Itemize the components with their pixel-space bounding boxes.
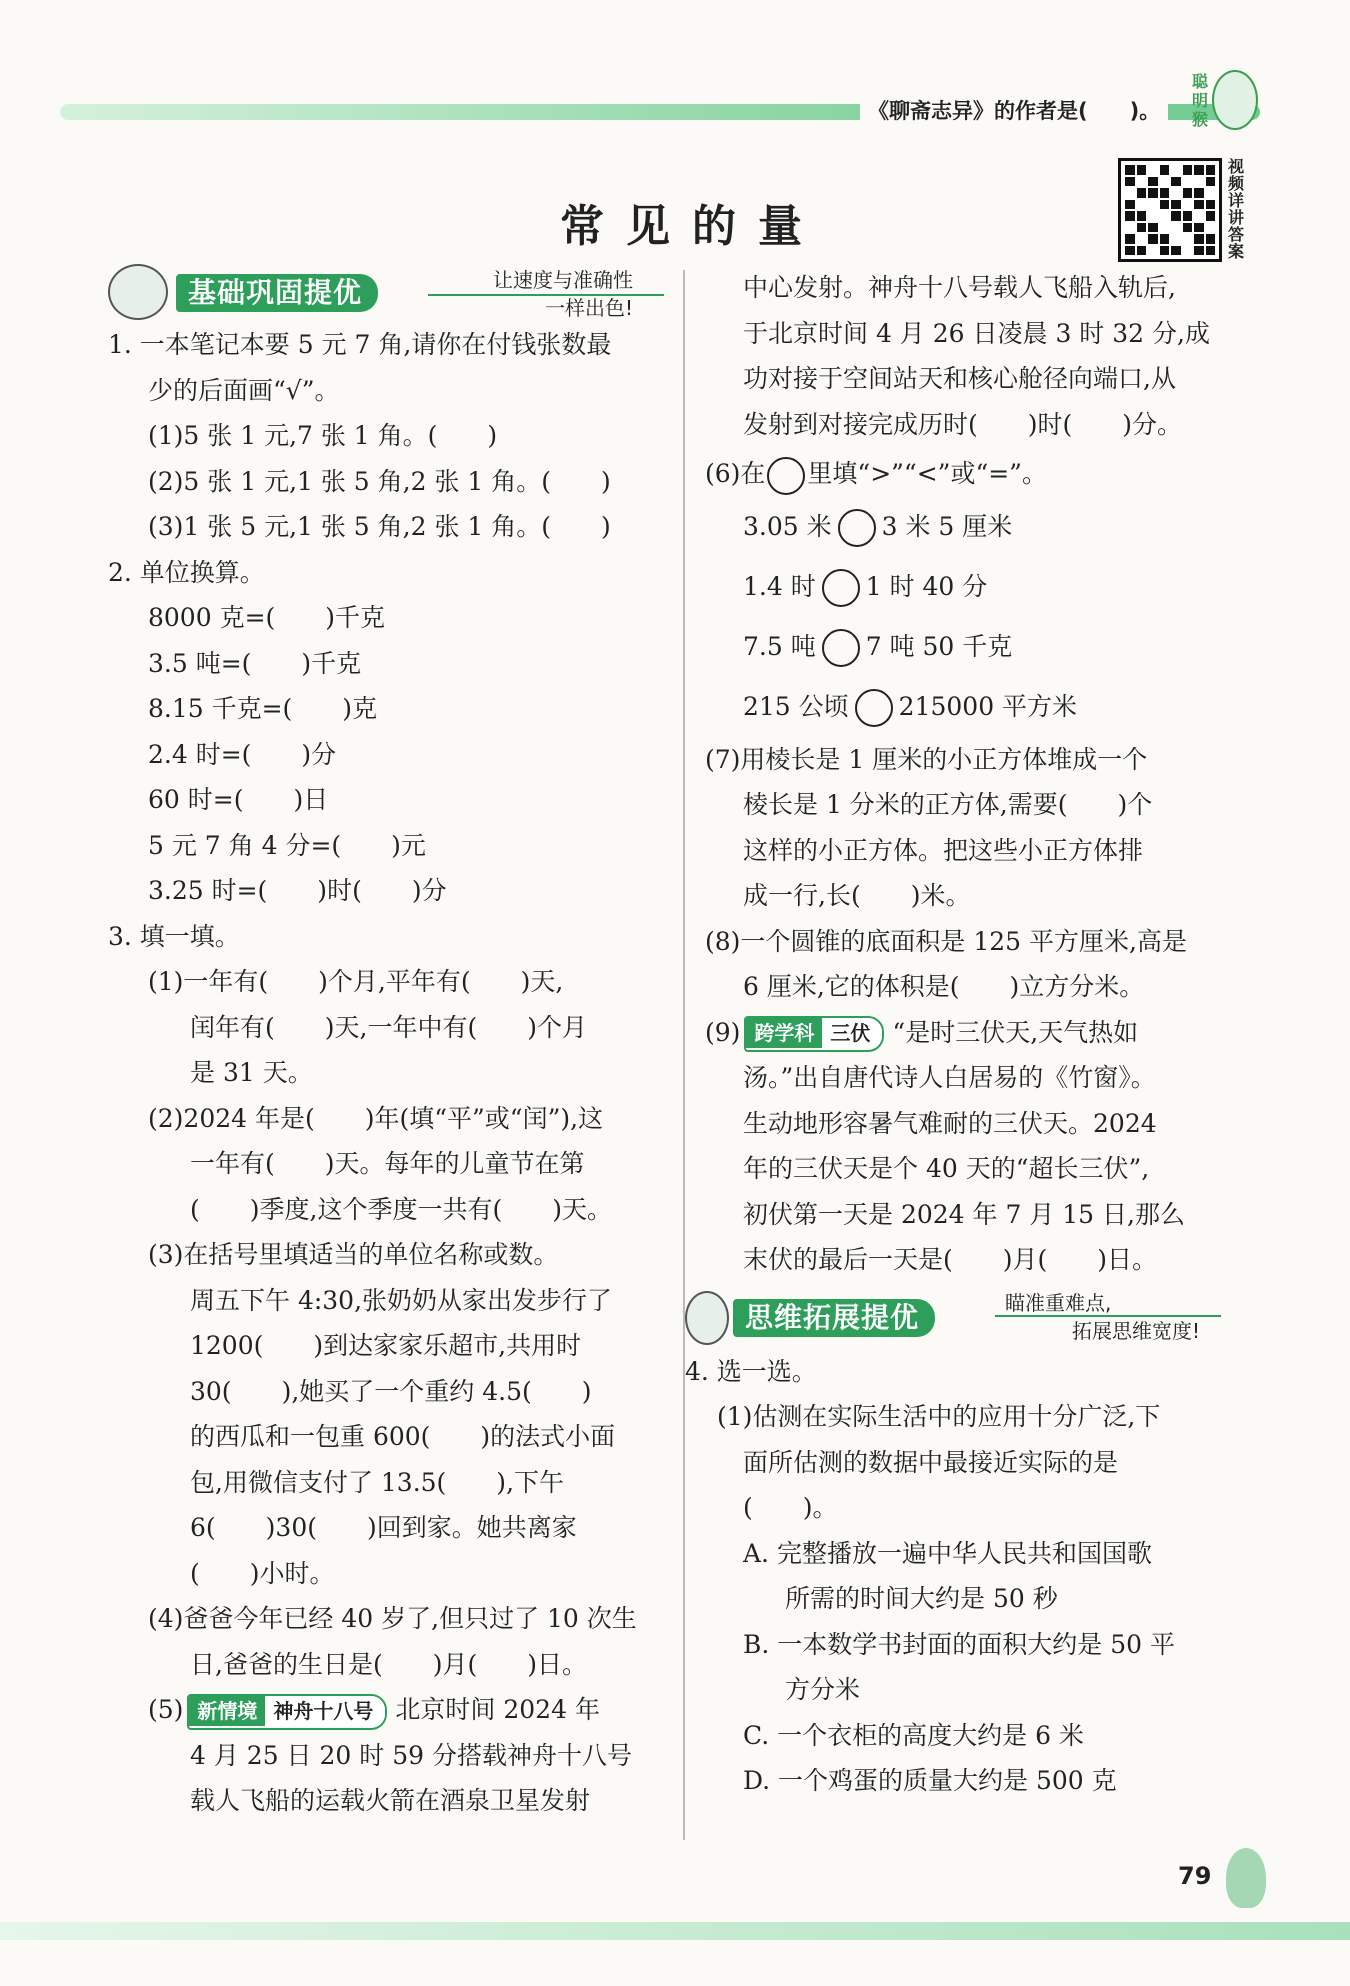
option-c: C. 一个衣柜的高度大约是 6 米 (743, 1720, 1084, 1750)
dolphin-icon (1226, 1848, 1266, 1908)
section-header-extend (685, 1290, 1225, 1343)
compare-right: 1 时 40 分 (865, 571, 988, 601)
q1-text: 1. 一本笔记本要 5 元 7 角,请你在付钱张数最 (108, 330, 612, 359)
q3-3-cont: 30( ),她买了一个重约 4.5( ) (190, 1376, 592, 1406)
trivia-question: 《聊斋志异》的作者是( )。 (860, 95, 1168, 125)
option-b-cont: 方分米 (785, 1675, 861, 1704)
tag-topic: 神舟十八号 (265, 1696, 385, 1726)
new-scenario-tag (187, 1694, 387, 1730)
q3-5-cont: 载人飞船的运载火箭在酒泉卫星发射 (190, 1786, 591, 1815)
q1-text-cont: 少的后面画“√”。 (148, 375, 340, 405)
q1-option: (1)5 张 1 元,7 张 1 角。( ) (148, 421, 498, 450)
section-slogan-2: 拓展思维宽度! (1071, 1318, 1200, 1343)
q3-9-cont: 末伏的最后一天是( )月( )日。 (743, 1245, 1158, 1274)
q3-9-text: “是时三伏天,天气热如 (892, 1017, 1139, 1047)
q3-7-cont: 这样的小正方体。把这些小正方体排 (743, 835, 1144, 865)
q3-5-cont: 于北京时间 4 月 26 日凌晨 3 时 32 分,成 (743, 318, 1210, 348)
page-title: 常见的量 (560, 201, 824, 252)
compare-right: 7 吨 50 千克 (865, 631, 1013, 661)
compare-right: 3 米 5 厘米 (881, 511, 1013, 541)
q3-1-cont: 是 31 天。 (190, 1058, 313, 1087)
option-a-cont: 所需的时间大约是 50 秒 (785, 1584, 1058, 1613)
tag-label: 新情境 (189, 1696, 265, 1726)
qr-label: 视频详讲答案 (1228, 157, 1245, 261)
q2-item: 8000 克=( )千克 (148, 603, 386, 632)
q3-3-cont: ( )小时。 (190, 1558, 335, 1588)
compare-row (705, 677, 1270, 737)
q3-9-cont: 生动地形容暑气难耐的三伏天。2024 (743, 1108, 1157, 1138)
q3-5-cont: 中心发射。神舟十八号载人飞船入轨后, (743, 273, 1176, 302)
compare-row (705, 557, 1270, 617)
section-header-basic (108, 268, 668, 320)
q3-9 (705, 1010, 1270, 1056)
option-d: D. 一个鸡蛋的质量大约是 500 克 (743, 1766, 1117, 1795)
q3-9-cont: 初伏第一天是 2024 年 7 月 15 日,那么 (743, 1199, 1185, 1229)
q3-6-text: 里填“>”“<”或“=”。 (807, 459, 1047, 488)
section-slogan-2: 一样出色! (544, 296, 633, 320)
qr-code-icon[interactable] (1118, 158, 1222, 262)
left-column (108, 270, 693, 1824)
slogan-underline (995, 1315, 1221, 1317)
q2-text: 2. 单位换算。 (108, 557, 265, 587)
q3-4: (4)爸爸今年已经 40 岁了,但只过了 10 次生 (148, 1604, 637, 1633)
q3-3-cont: 1200( )到达家家乐超市,共用时 (190, 1331, 582, 1360)
section-slogan-1: 瞄准重难点, (1005, 1290, 1112, 1315)
q3-3-cont: 包,用微信支付了 13.5( ),下午 (190, 1467, 565, 1497)
compare-row (705, 617, 1270, 677)
monkey-icon (1212, 70, 1258, 130)
answer-circle[interactable] (822, 629, 860, 667)
q2-item: 2.4 时=( )分 (148, 739, 337, 769)
q3-7-cont: 棱长是 1 分米的正方体,需要( )个 (743, 790, 1153, 819)
q4-1: (1)估测在实际生活中的应用十分广泛,下 (717, 1402, 1161, 1431)
q3-3-cont: 6( )30( )回到家。她共离家 (190, 1513, 577, 1542)
q3-2: (2)2024 年是( )年(填“平”或“闰”),这 (148, 1103, 604, 1133)
q1-option: (3)1 张 5 元,1 张 5 角,2 张 1 角。( ) (148, 512, 611, 541)
compare-right: 215000 平方米 (898, 691, 1078, 721)
q3-4-cont: 日,爸爸的生日是( )月( )日。 (190, 1649, 587, 1679)
q2-item: 3.5 吨=( )千克 (148, 648, 362, 678)
slogan-underline (428, 294, 664, 296)
q3-5-cont: 功对接于空间站天和核心舱径向端口,从 (743, 364, 1176, 393)
section-banner: 基础巩固提优 (176, 274, 378, 312)
q3-7: (7)用棱长是 1 厘米的小正方体堆成一个 (705, 744, 1148, 774)
q4-text: 4. 选一选。 (685, 1356, 817, 1386)
mascot-icon (685, 1291, 729, 1345)
monkey-label: 聪明猴 (1192, 72, 1209, 129)
q3-3: (3)在括号里填适当的单位名称或数。 (148, 1240, 559, 1269)
q3-8: (8)一个圆锥的底面积是 125 平方厘米,高是 (705, 926, 1187, 956)
q2-item: 3.25 时=( )时( )分 (148, 876, 447, 905)
q3-7-cont: 成一行,长( )米。 (743, 881, 971, 910)
compare-row (705, 497, 1270, 557)
q3-5-label: (5) (148, 1695, 184, 1724)
answer-circle[interactable] (838, 509, 876, 547)
q3-1-cont: 闰年有( )天,一年中有( )个月 (190, 1012, 587, 1042)
q2-item: 5 元 7 角 4 分=( )元 (148, 830, 426, 860)
q1-option: (2)5 张 1 元,1 张 5 角,2 张 1 角。( ) (148, 466, 611, 496)
right-column (685, 265, 1270, 1804)
option-a: A. 完整播放一遍中华人民共和国国歌 (743, 1538, 1152, 1568)
q3-2-cont: ( )季度,这个季度一共有( )天。 (190, 1194, 612, 1224)
tag-label: 跨学科 (746, 1018, 822, 1048)
section-banner: 思维拓展提优 (733, 1299, 935, 1337)
q3-9-label: (9) (705, 1017, 741, 1047)
answer-circle[interactable] (855, 689, 893, 727)
q3-6-label: (6)在 (705, 459, 766, 488)
q3-6 (705, 451, 1270, 497)
q3-3-cont: 的西瓜和一包重 600( )的法式小面 (190, 1422, 616, 1451)
q3-5-cont: 发射到对接完成历时( )时( )分。 (743, 409, 1183, 439)
q3-8-cont: 6 厘米,它的体积是( )立方分米。 (743, 972, 1145, 1001)
q3-9-cont: 年的三伏天是个 40 天的“超长三伏”, (743, 1154, 1150, 1183)
q3-5 (108, 1687, 693, 1733)
q2-item: 60 时=( )日 (148, 785, 329, 814)
cross-subject-tag (744, 1016, 884, 1052)
q3-text: 3. 填一填。 (108, 921, 240, 951)
q3-3-cont: 周五下午 4:30,张奶奶从家出发步行了 (190, 1285, 613, 1315)
q2-item: 8.15 千克=( )克 (148, 694, 378, 723)
page-number: 79 (1178, 1862, 1212, 1890)
compare-left: 3.05 米 (743, 511, 832, 541)
q3-2-cont: 一年有( )天。每年的儿童节在第 (190, 1149, 585, 1178)
q4-1-cont: 面所估测的数据中最接近实际的是 (743, 1447, 1119, 1477)
mascot-icon (108, 264, 168, 320)
compare-left: 7.5 吨 (743, 631, 816, 661)
tag-topic: 三伏 (822, 1018, 882, 1048)
option-b: B. 一本数学书封面的面积大约是 50 平 (743, 1629, 1175, 1659)
q3-9-cont: 汤。”出自唐代诗人白居易的《竹窗》。 (743, 1063, 1156, 1092)
compare-circle-icon (767, 457, 805, 495)
answer-circle[interactable] (822, 569, 860, 607)
compare-left: 1.4 时 (743, 571, 816, 601)
compare-left: 215 公顷 (743, 691, 849, 721)
section-slogan-1: 让速度与准确性 (493, 268, 633, 292)
q3-1: (1)一年有( )个月,平年有( )天, (148, 967, 564, 996)
q3-5-cont: 4 月 25 日 20 时 59 分搭载神舟十八号 (190, 1740, 632, 1770)
q3-5-text: 北京时间 2024 年 (395, 1695, 600, 1724)
q4-1-cont: ( )。 (743, 1493, 838, 1522)
footer-bar (0, 1922, 1350, 1940)
